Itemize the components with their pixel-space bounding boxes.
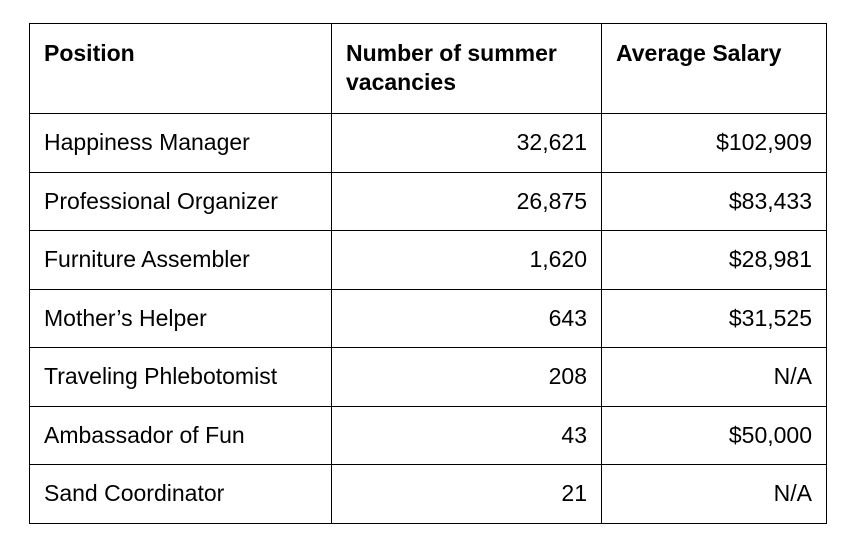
cell-salary: $102,909 [602,114,827,173]
cell-salary: $28,981 [602,231,827,290]
cell-salary: N/A [602,348,827,407]
cell-vacancies: 21 [332,465,602,524]
table-row [30,406,827,465]
table-row [30,289,827,348]
cell-salary: N/A [602,465,827,524]
cell-salary: $31,525 [602,289,827,348]
cell-vacancies: 1,620 [332,231,602,290]
table-row [30,231,827,290]
cell-position: Sand Coordinator [30,465,332,524]
cell-salary: $50,000 [602,406,827,465]
table-row [30,348,827,407]
vacancies-table [29,23,827,524]
header-salary: Average Salary [602,24,827,114]
cell-vacancies: 32,621 [332,114,602,173]
cell-vacancies: 208 [332,348,602,407]
table-row [30,465,827,524]
header-position: Position [30,24,332,114]
cell-salary: $83,433 [602,172,827,231]
header-vacancies: Number of summer vacancies [332,24,602,114]
cell-position: Professional Organizer [30,172,332,231]
cell-vacancies: 643 [332,289,602,348]
cell-vacancies: 43 [332,406,602,465]
cell-position: Furniture Assembler [30,231,332,290]
cell-position: Ambassador of Fun [30,406,332,465]
table-header-row [30,24,827,114]
cell-vacancies: 26,875 [332,172,602,231]
cell-position: Happiness Manager [30,114,332,173]
table-row [30,114,827,173]
table-row [30,172,827,231]
cell-position: Mother’s Helper [30,289,332,348]
cell-position: Traveling Phlebotomist [30,348,332,407]
